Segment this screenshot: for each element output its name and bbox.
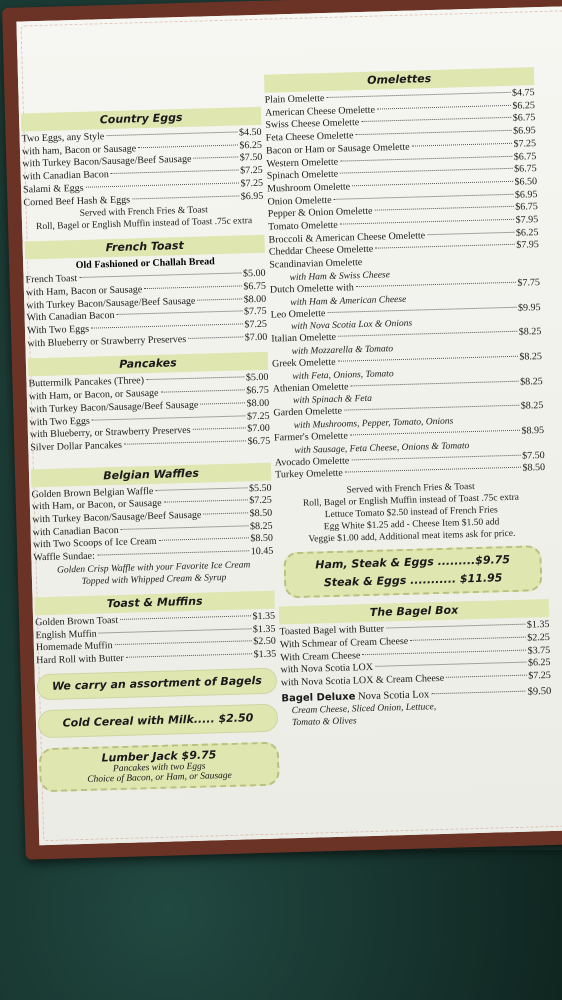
menu-item-name: Homemade Muffin xyxy=(35,640,113,654)
omelette-note: Served with French Fries & Toast xyxy=(346,482,475,496)
lumberjack-line-2: Choice of Bacon, or Ham, or Sausage xyxy=(87,770,232,785)
dot-leader xyxy=(99,628,251,633)
menu-item-price: $4.75 xyxy=(511,87,535,99)
dot-leader xyxy=(97,550,249,555)
dot-leader xyxy=(344,405,519,411)
menu-item-name: Farmer's Omelette xyxy=(273,430,348,444)
bagel-box-list xyxy=(279,619,551,690)
menu-item-price: 10.45 xyxy=(250,545,274,558)
menu-item-note: with Ham & Swiss Cheese xyxy=(289,270,391,283)
dot-leader xyxy=(377,105,511,110)
menu-item-price: $6.50 xyxy=(514,176,538,188)
menu-item-price: $8.50 xyxy=(250,533,274,545)
dot-leader xyxy=(427,232,514,235)
menu-item-name: Athenian Omelette xyxy=(272,381,349,395)
dot-leader xyxy=(160,390,244,393)
dot-leader xyxy=(111,170,238,175)
menu-item-name: with Turkey Bacon/Sausage/Beef Sausage xyxy=(29,399,199,416)
bagel-deluxe-name: Bagel Deluxe Nova Scotia Lox xyxy=(281,689,430,705)
menu-item-price: $1.35 xyxy=(252,623,276,635)
menu-item-name: With Two Eggs xyxy=(26,323,90,337)
menu-item-name: Two Eggs, any Style xyxy=(21,131,105,145)
belgian-waffles-list xyxy=(31,482,273,565)
menu-item-name: with Nova Scotia LOX & Cream Cheese xyxy=(280,672,445,689)
dot-leader xyxy=(124,440,246,444)
dot-leader xyxy=(375,244,514,249)
french-toast-header: French Toast xyxy=(25,235,265,260)
menu-item-name: Bacon or Ham or Sausage Omelette xyxy=(265,141,410,157)
omelette-note: Veggie $1.00 add, Additional meat items ask for price. xyxy=(308,529,516,545)
lumberjack-box xyxy=(39,741,280,792)
right-column xyxy=(264,67,552,730)
menu-item-price: $6.75 xyxy=(515,201,538,214)
dot-leader xyxy=(164,500,248,503)
dot-leader xyxy=(197,298,241,300)
menu-item-price: $6.25 xyxy=(515,226,539,239)
menu-item-price: $7.25 xyxy=(513,137,537,150)
menu-item-price: $2.25 xyxy=(527,631,550,644)
dot-leader xyxy=(351,454,520,460)
steak-box xyxy=(283,545,542,598)
omelettes-header: Omelettes xyxy=(264,67,534,93)
menu-item-name: French Toast xyxy=(25,273,78,286)
lumberjack-line-1: Pancakes with two Eggs xyxy=(112,761,206,774)
dot-leader xyxy=(144,285,241,289)
menu-item-price: $6.75 xyxy=(246,384,269,397)
dot-leader xyxy=(117,311,243,316)
menu-item-name: with Canadian Bacon xyxy=(22,169,109,183)
waffle-sundae-note-2: Topped with Whipped Cream & Syrup xyxy=(81,572,227,587)
menu-item-price: $3.75 xyxy=(527,644,551,657)
dot-leader xyxy=(446,675,526,678)
menu-item-price: $6.75 xyxy=(514,163,537,175)
menu-item-note: with Nova Scotia Lox & Onions xyxy=(290,318,413,333)
omelettes-notes xyxy=(275,479,547,547)
menu-item-name: with Turkey Bacon/Sausage/Beef Sausage xyxy=(26,295,196,312)
menu-item-note: with Mozzarella & Tomato xyxy=(291,344,394,357)
menu-item-price: $7.75 xyxy=(243,306,267,318)
menu-item-price: $7.95 xyxy=(516,239,539,252)
menu-item-price: $5.50 xyxy=(248,482,272,494)
dot-leader xyxy=(340,219,514,225)
menu-item-name: with Two Scoops of Ice Cream xyxy=(32,536,157,551)
menu-item-price: $6.95 xyxy=(240,190,264,202)
dot-leader xyxy=(126,653,252,658)
menu-item-name: English Muffin xyxy=(35,628,97,641)
menu-item-price: $5.00 xyxy=(242,267,266,280)
dot-leader xyxy=(200,402,244,404)
menu-item-price: $5.00 xyxy=(245,372,269,384)
menu-item-name: with ham, Bacon or Sausage xyxy=(21,143,137,158)
dot-leader xyxy=(106,131,237,136)
menu-item-name: Plain Omelette xyxy=(264,93,325,106)
menu-item-name: Golden Brown Belgian Waffle xyxy=(31,485,154,501)
menu-item-price: $8.50 xyxy=(522,462,546,475)
pancakes-header: Pancakes xyxy=(28,352,268,377)
menu-item-price: $6.25 xyxy=(527,657,551,669)
dot-leader xyxy=(159,538,249,542)
dot-leader xyxy=(352,181,512,186)
country-eggs-header: Country Eggs xyxy=(21,107,261,132)
menu-item-note: with Ham & American Cheese xyxy=(290,294,407,308)
menu-item-price: $7.25 xyxy=(244,318,268,331)
dot-leader xyxy=(193,157,237,159)
menu-item-name: Garden Omelette xyxy=(273,406,343,419)
menu-item-price: $7.25 xyxy=(239,164,263,177)
menu-item-price: $7.25 xyxy=(249,495,273,507)
dot-leader xyxy=(121,525,248,530)
menu-item-price: $8.25 xyxy=(518,326,542,338)
menu-item-name: Waffle Sundae: xyxy=(33,550,95,564)
dot-leader xyxy=(375,662,526,667)
bagel-deluxe-price: $9.50 xyxy=(527,685,552,698)
dot-leader xyxy=(203,512,247,514)
menu-item-name: with Ham, or Bacon, or Sausage xyxy=(28,387,159,403)
menu-item-price: $1.35 xyxy=(252,610,276,623)
menu-item-price: $6.25 xyxy=(239,139,263,152)
dot-leader xyxy=(334,193,513,199)
menu-item-name: with Two Eggs xyxy=(29,415,90,428)
menu-item-name: With Canadian Bacon xyxy=(26,310,115,324)
menu-item-price: $6.25 xyxy=(512,99,536,112)
dot-leader xyxy=(327,306,516,312)
menu-item-price: $8.00 xyxy=(243,293,267,305)
menu-item-price: $6.95 xyxy=(514,188,538,201)
menu-item-price: $8.50 xyxy=(249,507,273,520)
dot-leader xyxy=(374,206,513,211)
dot-leader xyxy=(120,615,250,620)
bagels-banner: We carry an assortment of Bagels xyxy=(37,667,278,700)
bagel-box-header: The Bagel Box xyxy=(279,599,549,625)
country-eggs-note-2: Roll, Bagel or English Muffin instead of Toast .75c extra xyxy=(35,216,253,233)
lumberjack-title: Lumber Jack $9.75 xyxy=(101,747,217,765)
menu-item-name: Greek Omelette xyxy=(271,356,336,370)
omelette-note: Roll, Bagel or English Muffin instead of Toast .75c extra xyxy=(302,492,520,509)
waffle-sundae-note: Golden Crisp Waffle with your Favorite Ice Cream xyxy=(56,560,251,576)
menu-item-name: Western Omelette xyxy=(266,156,339,170)
menu-item-price: $9.95 xyxy=(517,301,541,314)
toast-muffins-list xyxy=(35,610,276,667)
menu-item-name: Silver Dollar Pancakes xyxy=(30,439,123,454)
dot-leader xyxy=(340,155,512,161)
menu-item-name: Toasted Bagel with Butter xyxy=(279,623,385,638)
menu-page xyxy=(16,6,562,845)
menu-item-name: Corned Beef Hash & Eggs xyxy=(23,194,131,208)
belgian-waffles-header: Belgian Waffles xyxy=(31,462,271,487)
menu-item-price: $6.95 xyxy=(512,125,536,137)
menu-item-name: Feta Cheese Omelette xyxy=(265,130,354,144)
menu-item-name: with Ham, Bacon or Sausage xyxy=(25,284,143,299)
menu-item-name: with Blueberry, or Strawberry Preserves xyxy=(29,425,191,441)
menu-item-price: $7.95 xyxy=(515,214,539,226)
dot-leader xyxy=(91,323,242,328)
dot-leader xyxy=(79,273,241,279)
dot-leader xyxy=(193,428,246,430)
menu-item-name: Swiss Cheese Omelette xyxy=(265,117,360,132)
menu-item-price: $8.95 xyxy=(521,425,545,437)
menu-item-price: $4.50 xyxy=(238,126,262,139)
menu-item-name: With Cream Cheese xyxy=(280,649,361,664)
omelette-note: Lettuce Tomato $2.50 instead of French Fries xyxy=(324,505,498,521)
dot-leader xyxy=(188,336,243,339)
omelettes-list xyxy=(265,87,546,483)
ham-steak-eggs: Ham, Steak & Eggs .........$9.75 xyxy=(315,553,511,572)
menu-item-price: $7.25 xyxy=(528,669,552,682)
menu-item-price: $2.50 xyxy=(253,635,276,648)
menu-item-name: Hard Roll with Butter xyxy=(36,652,124,667)
table-surface xyxy=(0,850,562,1000)
menu-item-price: $8.00 xyxy=(246,397,270,410)
menu-item-name: Broccoli & American Cheese Omelette xyxy=(268,230,426,246)
menu-item-name: Spinach Omelette xyxy=(266,168,339,182)
menu-item-note: with Sausage, Feta Cheese, Onions & Tomato xyxy=(294,440,470,456)
menu-item-price: $7.25 xyxy=(240,177,264,190)
menu-frame xyxy=(2,0,562,860)
french-toast-list xyxy=(25,268,267,351)
dot-leader xyxy=(356,282,516,287)
dot-leader xyxy=(362,649,525,655)
pancakes-list xyxy=(28,372,270,455)
menu-item-name: Cheddar Cheese Omelette xyxy=(268,244,374,259)
menu-item-name: Onion Omelette xyxy=(267,194,332,208)
left-column xyxy=(21,107,280,792)
menu-item-name: with Turkey Bacon/Sausage/Beef Sausage xyxy=(32,509,202,526)
country-eggs-note: Served with French Fries & Toast xyxy=(79,205,208,220)
menu-item-note: with Feta, Onions, Tomato xyxy=(292,368,394,382)
dot-leader xyxy=(326,92,510,98)
french-toast-subtitle: Old Fashioned or Challah Bread xyxy=(75,256,215,272)
bagel-deluxe-desc-2: Tomato & Olives xyxy=(291,716,357,729)
menu-item-name: Tomato Omelette xyxy=(268,219,338,233)
menu-item-name: with Turkey Bacon/Sausage/Beef Sausage xyxy=(22,154,192,170)
menu-item-price: $7.25 xyxy=(246,410,270,422)
menu-item-name: with Nova Scotia LOX xyxy=(280,662,374,676)
menu-item-name: Leo Omelette xyxy=(270,307,326,321)
dot-leader xyxy=(155,487,247,491)
dot-leader xyxy=(138,144,237,148)
dot-leader xyxy=(86,182,239,187)
menu-item-name: with Ham, or Bacon, or Sausage xyxy=(31,498,162,513)
menu-item-note: with Spinach & Feta xyxy=(292,394,373,407)
dot-leader xyxy=(412,143,512,147)
dot-leader xyxy=(340,168,512,174)
dot-leader xyxy=(386,624,525,629)
bagel-deluxe-desc: Cream Cheese, Sliced Onion, Lettuce, xyxy=(291,702,437,717)
dot-leader xyxy=(355,130,511,135)
menu-item-name: Golden Brown Toast xyxy=(35,614,119,629)
menu-item-name: American Cheese Omelette xyxy=(264,104,376,119)
dot-leader xyxy=(361,117,511,122)
dot-leader xyxy=(115,641,252,646)
country-eggs-list xyxy=(22,127,264,210)
dot-leader xyxy=(92,415,245,420)
menu-item-price: $7.00 xyxy=(247,422,270,435)
dot-leader xyxy=(350,380,518,386)
menu-item-price: $1.35 xyxy=(526,619,550,631)
menu-item-price: $8.25 xyxy=(519,351,543,363)
dot-leader xyxy=(146,377,244,381)
dot-leader xyxy=(338,356,518,362)
menu-item-name: with Canadian Bacon xyxy=(32,524,119,539)
menu-item-price: $6.75 xyxy=(512,112,536,125)
toast-muffins-header: Toast & Muffins xyxy=(34,590,274,615)
dot-leader xyxy=(338,331,517,337)
omelette-note: Egg White $1.25 add - Cheese Item $1.50 add xyxy=(323,517,500,533)
menu-item-price: $7.50 xyxy=(522,449,545,462)
menu-item-price: $6.75 xyxy=(243,280,267,293)
dot-leader xyxy=(350,430,520,436)
menu-item-name: Avocado Omelette xyxy=(274,455,350,469)
menu-item-price: $6.75 xyxy=(513,150,537,163)
menu-item-name: Dutch Omelette with xyxy=(269,282,354,296)
dot-leader xyxy=(132,195,239,199)
dot-leader xyxy=(410,637,525,641)
menu-item-name: Scandinavian Omelette xyxy=(269,257,363,271)
steak-eggs: Steak & Eggs ........... $11.95 xyxy=(323,571,503,590)
menu-item-name: Pepper & Onion Omelette xyxy=(267,206,373,220)
menu-item-name: Buttermilk Pancakes (Three) xyxy=(28,375,145,390)
menu-item-name: With Schmear of Cream Cheese xyxy=(279,635,409,651)
menu-item-price: $7.75 xyxy=(517,276,541,289)
menu-item-name: Mushroom Omelette xyxy=(267,181,351,195)
menu-item-note: with Mushrooms, Pepper, Tomato, Onions xyxy=(293,416,454,432)
menu-item-name: with Blueberry or Strawberry Preserves xyxy=(27,333,187,350)
menu-item-name: Italian Omelette xyxy=(271,332,337,345)
menu-item-price: $8.25 xyxy=(519,375,543,388)
menu-item-name: Salami & Eggs xyxy=(22,182,84,196)
dot-leader xyxy=(345,467,521,473)
menu-item-price: $8.25 xyxy=(520,400,544,413)
menu-item-price: $6.75 xyxy=(247,435,271,448)
cereal-banner: Cold Cereal with Milk..... $2.50 xyxy=(38,703,279,738)
menu-item-name: Turkey Omelette xyxy=(275,468,343,482)
menu-item-price: $7.50 xyxy=(239,152,263,164)
menu-item-price: $8.25 xyxy=(249,520,273,533)
menu-item-price: $7.00 xyxy=(244,331,268,344)
menu-item-price: $1.35 xyxy=(253,648,277,661)
